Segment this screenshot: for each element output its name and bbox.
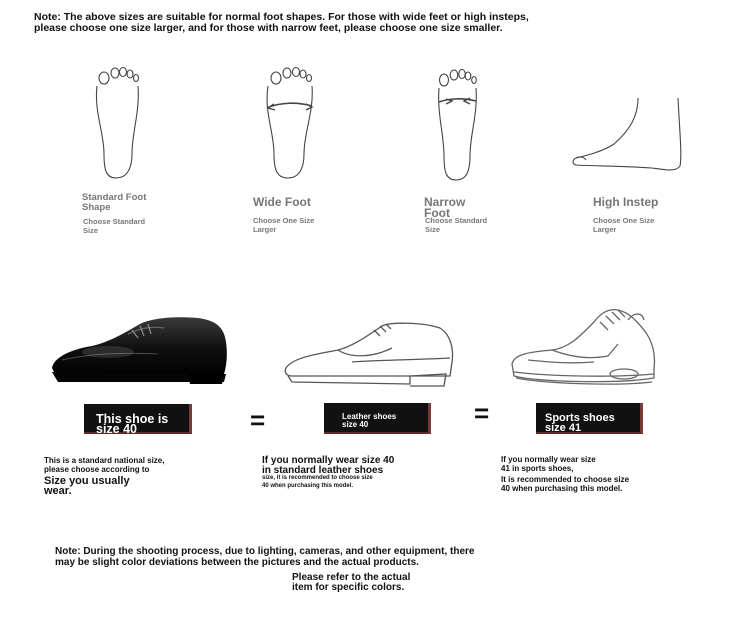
foot-desc-standard: Choose Standard Size	[83, 217, 146, 235]
desc-usual-size: Size you usually wear.	[44, 475, 130, 497]
sports-size-box: Sports shoes size 41	[536, 403, 643, 434]
foot-desc-narrow: Choose Standard Size	[425, 216, 488, 234]
narrow-foot-icon	[434, 64, 480, 184]
foot-desc-wide: Choose One Size Larger	[253, 216, 315, 234]
foot-title-wide: Wide Foot	[253, 195, 311, 209]
wide-foot-icon	[260, 62, 316, 182]
top-note: Note: The above sizes are suitable for normal foot shapes. For those with wide feet or high insteps, please choose one size larger, and for those with narrow feet, please choose one size smaller.	[34, 11, 529, 34]
desc-sports-recommend: It is recommended to choose size 40 when purchasing this model.	[501, 475, 630, 493]
sports-shoe-sketch-icon	[508, 304, 660, 390]
equals-sign: =	[250, 405, 266, 435]
bottom-note: Note: During the shooting process, due to lighting, cameras, and other equipment, there may be slight color deviations between the pictures and the actual products.	[55, 546, 475, 568]
bottom-reference-note: Please refer to the actual item for specific colors.	[292, 572, 411, 593]
foot-title-narrow: Narrow Foot	[424, 195, 466, 220]
leather-size-box: Leather shoes size 40	[324, 403, 431, 434]
desc-standard-size: This is a standard national size, please choose according to	[44, 456, 165, 474]
foot-title-standard: Standard Foot Shape	[82, 192, 147, 213]
foot-title-high-instep: High Instep	[593, 195, 659, 209]
desc-leather-size: If you normally wear size 40 in standard leather shoes	[262, 455, 395, 476]
product-size-box: This shoe is size 40	[84, 404, 192, 434]
foot-desc-high-instep: Choose One Size Larger	[593, 216, 655, 234]
desc-sports-size: If you normally wear size 41 in sports shoes,	[501, 455, 596, 473]
black-leather-shoe-image	[48, 312, 234, 386]
leather-shoe-sketch-icon	[282, 318, 458, 388]
desc-leather-recommend: size, it is recommended to choose size 40 when purchasing this model.	[262, 475, 373, 489]
equals-sign-2: =	[474, 398, 490, 428]
standard-foot-icon	[90, 62, 142, 182]
high-instep-icon	[570, 96, 690, 178]
